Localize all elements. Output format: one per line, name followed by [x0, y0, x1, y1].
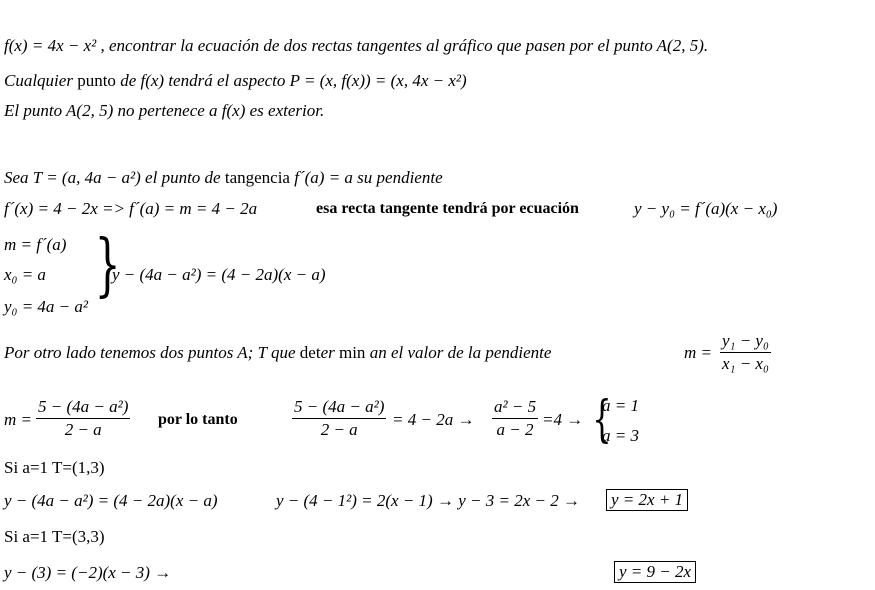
general-point-text-c: de f(x) tendrá el aspecto P = (x, f(x)) = (x, 4x − x²)	[115, 71, 467, 90]
fraction-2-denominator: 2 − a	[320, 420, 358, 439]
therefore-text: por lo tanto	[158, 411, 238, 428]
system-y0: y₀ = 4a − a²	[4, 297, 88, 316]
equality-4: =4 →	[542, 410, 584, 429]
two-points-text-b: det	[299, 343, 321, 362]
case-1-substitution: y − (4 − 1²) = 2(x − 1) → y − 3 = 2x − 2 →	[276, 491, 580, 510]
derivative-expression: f´(x) = 4 − 2x => f´(a) = m = 4 − 2a	[4, 199, 258, 218]
case-1-general-equation: y − (4a − a²) = (4 − 2a)(x − a)	[4, 491, 218, 510]
slope-m-label: m =	[4, 410, 32, 429]
slope-denominator: x₁ − x₀	[722, 354, 769, 373]
tangency-text-c: f´(a) = a su pendiente	[289, 168, 443, 187]
case-2-equation: y − (3) = (−2)(x − 3) →	[4, 563, 172, 582]
system-x0: x₀ = a	[4, 265, 46, 284]
slope-numerator: y₁ − y₀	[720, 330, 771, 353]
general-point-line	[4, 71, 467, 91]
slope-label: m =	[684, 343, 712, 362]
exterior-point-line: El punto A(2, 5) no pertenece a f(x) es exterior.	[4, 101, 325, 120]
tangency-text-b: tangencia	[224, 168, 290, 187]
fraction-3-numerator: a² − 5	[492, 396, 538, 419]
problem-statement: f(x) = 4x − x² , encontrar la ecuación de dos rectas tangentes al gráfico que pasen por el punto A(2, 5).	[4, 36, 709, 55]
tangency-point-line	[4, 168, 443, 188]
point-slope-formula: y − y₀ = f´(a)(x − x₀)	[634, 199, 778, 218]
slope-fraction	[720, 330, 771, 375]
general-point-text-a: Cualquier	[4, 71, 78, 90]
system-tangent-equation: y − (4a − a²) = (4 − 2a)(x − a)	[112, 265, 326, 284]
solution-a-3: a = 3	[602, 426, 639, 445]
fraction-3-denominator: a − 2	[496, 420, 534, 439]
two-points-text-e: an el valor de la pendiente	[365, 343, 552, 362]
two-points-line	[4, 343, 551, 363]
tangent-line-description: esa recta tangente tendrá por ecuación	[316, 200, 579, 217]
case-1-answer-box: y = 2x + 1	[606, 489, 688, 511]
fraction-1-numerator: 5 − (4a − a²)	[36, 396, 130, 419]
case-2-answer-box: y = 9 − 2x	[614, 561, 696, 583]
fraction-1-denominator: 2 − a	[64, 420, 102, 439]
two-points-text-d: min	[334, 343, 366, 362]
left-brace: {	[592, 390, 612, 448]
tangency-text-a: Sea T = (a, 4a − a²) el punto de	[4, 168, 225, 187]
fraction-2-numerator: 5 − (4a − a²)	[292, 396, 386, 419]
two-points-text-a: Por otro lado tenemos dos puntos A; T que	[4, 343, 300, 362]
case-2-header: Si a=1 T=(3,3)	[4, 527, 105, 546]
two-points-text-c: er	[320, 343, 335, 362]
general-point-text-b: punto	[77, 71, 116, 90]
case-1-header: Si a=1 T=(1,3)	[4, 458, 105, 477]
slope-fraction-1	[36, 396, 130, 441]
solution-a-1: a = 1	[602, 396, 639, 415]
quadratic-fraction	[492, 396, 538, 441]
slope-fraction-2	[292, 396, 386, 441]
right-brace: }	[94, 226, 121, 305]
system-slope: m = f´(a)	[4, 235, 67, 254]
equality-4-2a: = 4 − 2a →	[392, 410, 475, 429]
